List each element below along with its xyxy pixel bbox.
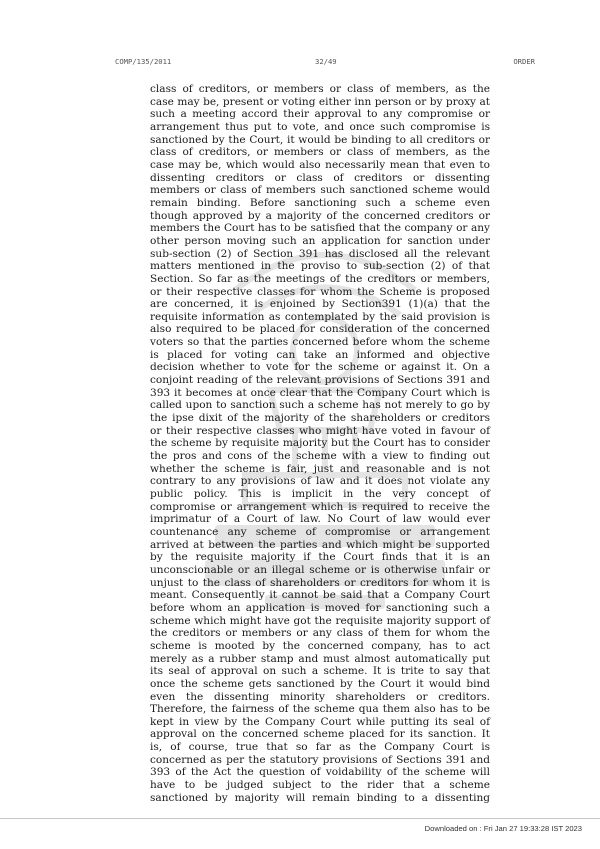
text-line: concerned as per the statutory provisions of Sections 391 and: [150, 753, 490, 766]
text-line: matters mentioned in the proviso to sub-section (2) of that: [150, 260, 490, 273]
text-line: such a meeting accord their approval to any compromise or: [150, 108, 490, 121]
text-line: or their respective classes who might have voted in favour of: [150, 424, 490, 437]
text-line: voters so that the parties concerned before whom the scheme: [150, 336, 490, 349]
case-number: COMP/135/2011: [115, 57, 172, 66]
text-line: public policy. This is implicit in the very concept of: [150, 488, 490, 500]
text-line: merely as a rubber stamp and must almost automatically put: [150, 652, 490, 665]
text-line: imprimatur of a Court of law. No Court of law would ever: [150, 513, 490, 526]
text-line: once the scheme gets sanctioned by the Court it would bind: [150, 677, 490, 690]
text-line: arrived at between the parties and which might be supported: [150, 538, 490, 551]
text-line: class of creditors, or members or class of members, as the: [150, 146, 490, 159]
text-line: class of creditors, or members or class of members, as the: [150, 83, 490, 95]
text-line: before whom an application is moved for sanctioning such a: [150, 601, 490, 614]
text-line: 393 of the Act the question of voidability of the scheme will: [150, 766, 490, 779]
text-line: also required to be placed for consideration of the concerned: [150, 323, 490, 336]
text-line: sanctioned by majority will remain binding to a dissenting: [150, 791, 490, 804]
text-line: approval on the concerned scheme placed for its sanction. It: [150, 728, 490, 741]
text-line: case may be, which would also necessarily mean that even to: [150, 158, 490, 171]
page-number: 32/49: [315, 57, 337, 66]
text-line: Section. So far as the meetings of the creditors or members,: [150, 272, 490, 285]
text-line: the creditors or members or any class of them for whom the: [150, 627, 490, 640]
text-line: countenance any scheme of compromise or arrangement: [150, 525, 490, 538]
page-header: [115, 57, 535, 69]
text-line: sanctioned by the Court, it would be binding to all creditors or: [150, 133, 490, 146]
footer-divider: [0, 818, 600, 819]
text-line: remain binding. Before sanctioning such a scheme even: [150, 196, 490, 209]
text-line: the ipse dixit of the majority of the shareholders or creditors: [150, 412, 490, 425]
text-line: are concerned, it is enjoined by Section391 (1)(a) that the: [150, 298, 490, 311]
text-line: members the Court has to be satisfied that the company or any: [150, 222, 490, 235]
text-line: members or class of members such sanctioned scheme would: [150, 184, 490, 197]
text-line: conjoint reading of the relevant provisions of Sections 391 and: [150, 374, 490, 387]
text-line: contrary to any provisions of law and it does not violate any: [150, 475, 490, 488]
text-line: the pros and cons of the scheme with a view to finding out: [150, 450, 490, 463]
text-line: meant. Consequently it cannot be said that a Company Court: [150, 589, 490, 602]
text-line: is, of course, true that so far as the Company Court is: [150, 741, 490, 754]
text-line: have to be judged subject to the rider that a scheme: [150, 779, 490, 792]
text-line: scheme which might have got the requisite majority support of: [150, 614, 490, 627]
text-line: arrangement thus put to vote, and once such compromise is: [150, 120, 490, 133]
order-body-text: [150, 83, 490, 804]
text-line: or their respective classes for whom the Scheme is proposed: [150, 285, 490, 298]
text-line: unjust to the class of shareholders or creditors for whom it is: [150, 576, 490, 589]
text-line: kept in view by the Company Court while putting its seal of: [150, 715, 490, 728]
text-line: scheme is mooted by the concerned company, has to act: [150, 639, 490, 652]
text-line: compromise or arrangement which is required to receive the: [150, 500, 490, 513]
document-type: ORDER: [513, 57, 535, 66]
download-stamp: Downloaded on : Fri Jan 27 19:33:28 IST 2023: [424, 824, 582, 833]
text-line: by the requisite majority if the Court finds that it is an: [150, 551, 490, 564]
text-line: dissenting creditors or class of creditors or dissenting: [150, 171, 490, 184]
text-line: decision whether to vote for the scheme or against it. On a: [150, 361, 490, 374]
text-line: Therefore, the fairness of the scheme qua them also has to be: [150, 703, 490, 716]
text-line: unconscionable or an illegal scheme or is otherwise unfair or: [150, 563, 490, 576]
text-line: sub-section (2) of Section 391 has disclosed all the relevant: [150, 247, 490, 260]
text-line: 393 it becomes at once clear that the Company Court which is: [150, 386, 490, 399]
text-line: requisite information as contemplated by the said provision is: [150, 310, 490, 323]
text-line: even the dissenting minority shareholders or creditors.: [150, 690, 490, 703]
text-line: its seal of approval on such a scheme. It is trite to say that: [150, 665, 490, 678]
text-line: called upon to sanction such a scheme has not merely to go by: [150, 399, 490, 412]
text-line: though approved by a majority of the concerned creditors or: [150, 209, 490, 222]
text-line: case may be, present or voting either inn person or by proxy at: [150, 95, 490, 108]
text-line: is placed for voting can take an informed and objective: [150, 348, 490, 361]
text-line: other person moving such an application for sanction under: [150, 234, 490, 247]
text-line: whether the scheme is fair, just and reasonable and is not: [150, 462, 490, 475]
text-line: the scheme by requisite majority but the Court has to consider: [150, 437, 490, 450]
